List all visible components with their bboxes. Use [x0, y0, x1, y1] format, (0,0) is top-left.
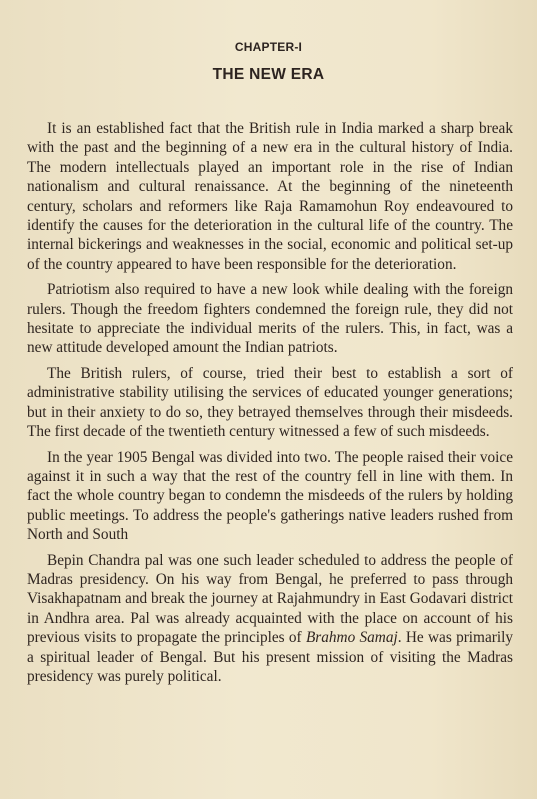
- paragraph-2: Patriotism also required to have a new look while dealing with the foreign rulers. Though the freedom fighters condemned the foreign rule, they did not hesitate to appreciate the individual merits of the rulers. This, in fact, was a new attitude developed amount the Indian patriots.: [27, 281, 513, 357]
- paragraph-1: It is an established fact that the British rule in India marked a sharp break with the past and the beginning of a new era in the cultural history of India. The modern intellectuals played an important role in the rise of Indian nationalism and cultural renaissance. At the beginning of the nineteenth century, scholars and reformers like Raja Ramamohun Roy endeavoured to identify the causes for the deterioration in the cultural life of the country. The internal bickerings and weaknesses in the social, economic and political set-up of the country appeared to have been responsible for the deterioration.: [27, 120, 513, 273]
- italic-term: Brahmo Samaj: [305, 629, 398, 647]
- paragraph-4: In the year 1905 Bengal was divided into two. The people raised their voice against it in such a way that the rest of the country fell in line with them. In fact the whole country began to condemn the misdeeds of the rulers by holding public meetings. To address the people's gatherings native leaders rushed from North and South: [27, 448, 513, 544]
- paragraph-5-part-2: . He was primarily a spiritual leader of Bengal. But his present mission of visiting the Madras presidency was purely political.: [27, 629, 513, 685]
- paragraph-5-part-1: Bepin Chandra pal was one such leader scheduled to address the people of Madras presidency. On his way from Bengal, he preferred to pass through Visakhapatnam and break the journey at Rajahmundry in East Godavari district in Andhra area. Pal was already acquainted with the place on account of his previous visits to propagate the principles of: [27, 551, 513, 647]
- chapter-body: [27, 119, 513, 686]
- paragraph-3: The British rulers, of course, tried their best to establish a sort of administrative stability utilising the services of educated younger generations; but in their anxiety to do so, they betrayed themselves through their misdeeds. The first decade of the twentieth century witnessed a few of such misdeeds.: [27, 364, 513, 441]
- paragraph-5: [27, 551, 513, 687]
- chapter-number: CHAPTER-I: [234, 40, 303, 54]
- chapter-title: THE NEW ERA: [212, 66, 325, 83]
